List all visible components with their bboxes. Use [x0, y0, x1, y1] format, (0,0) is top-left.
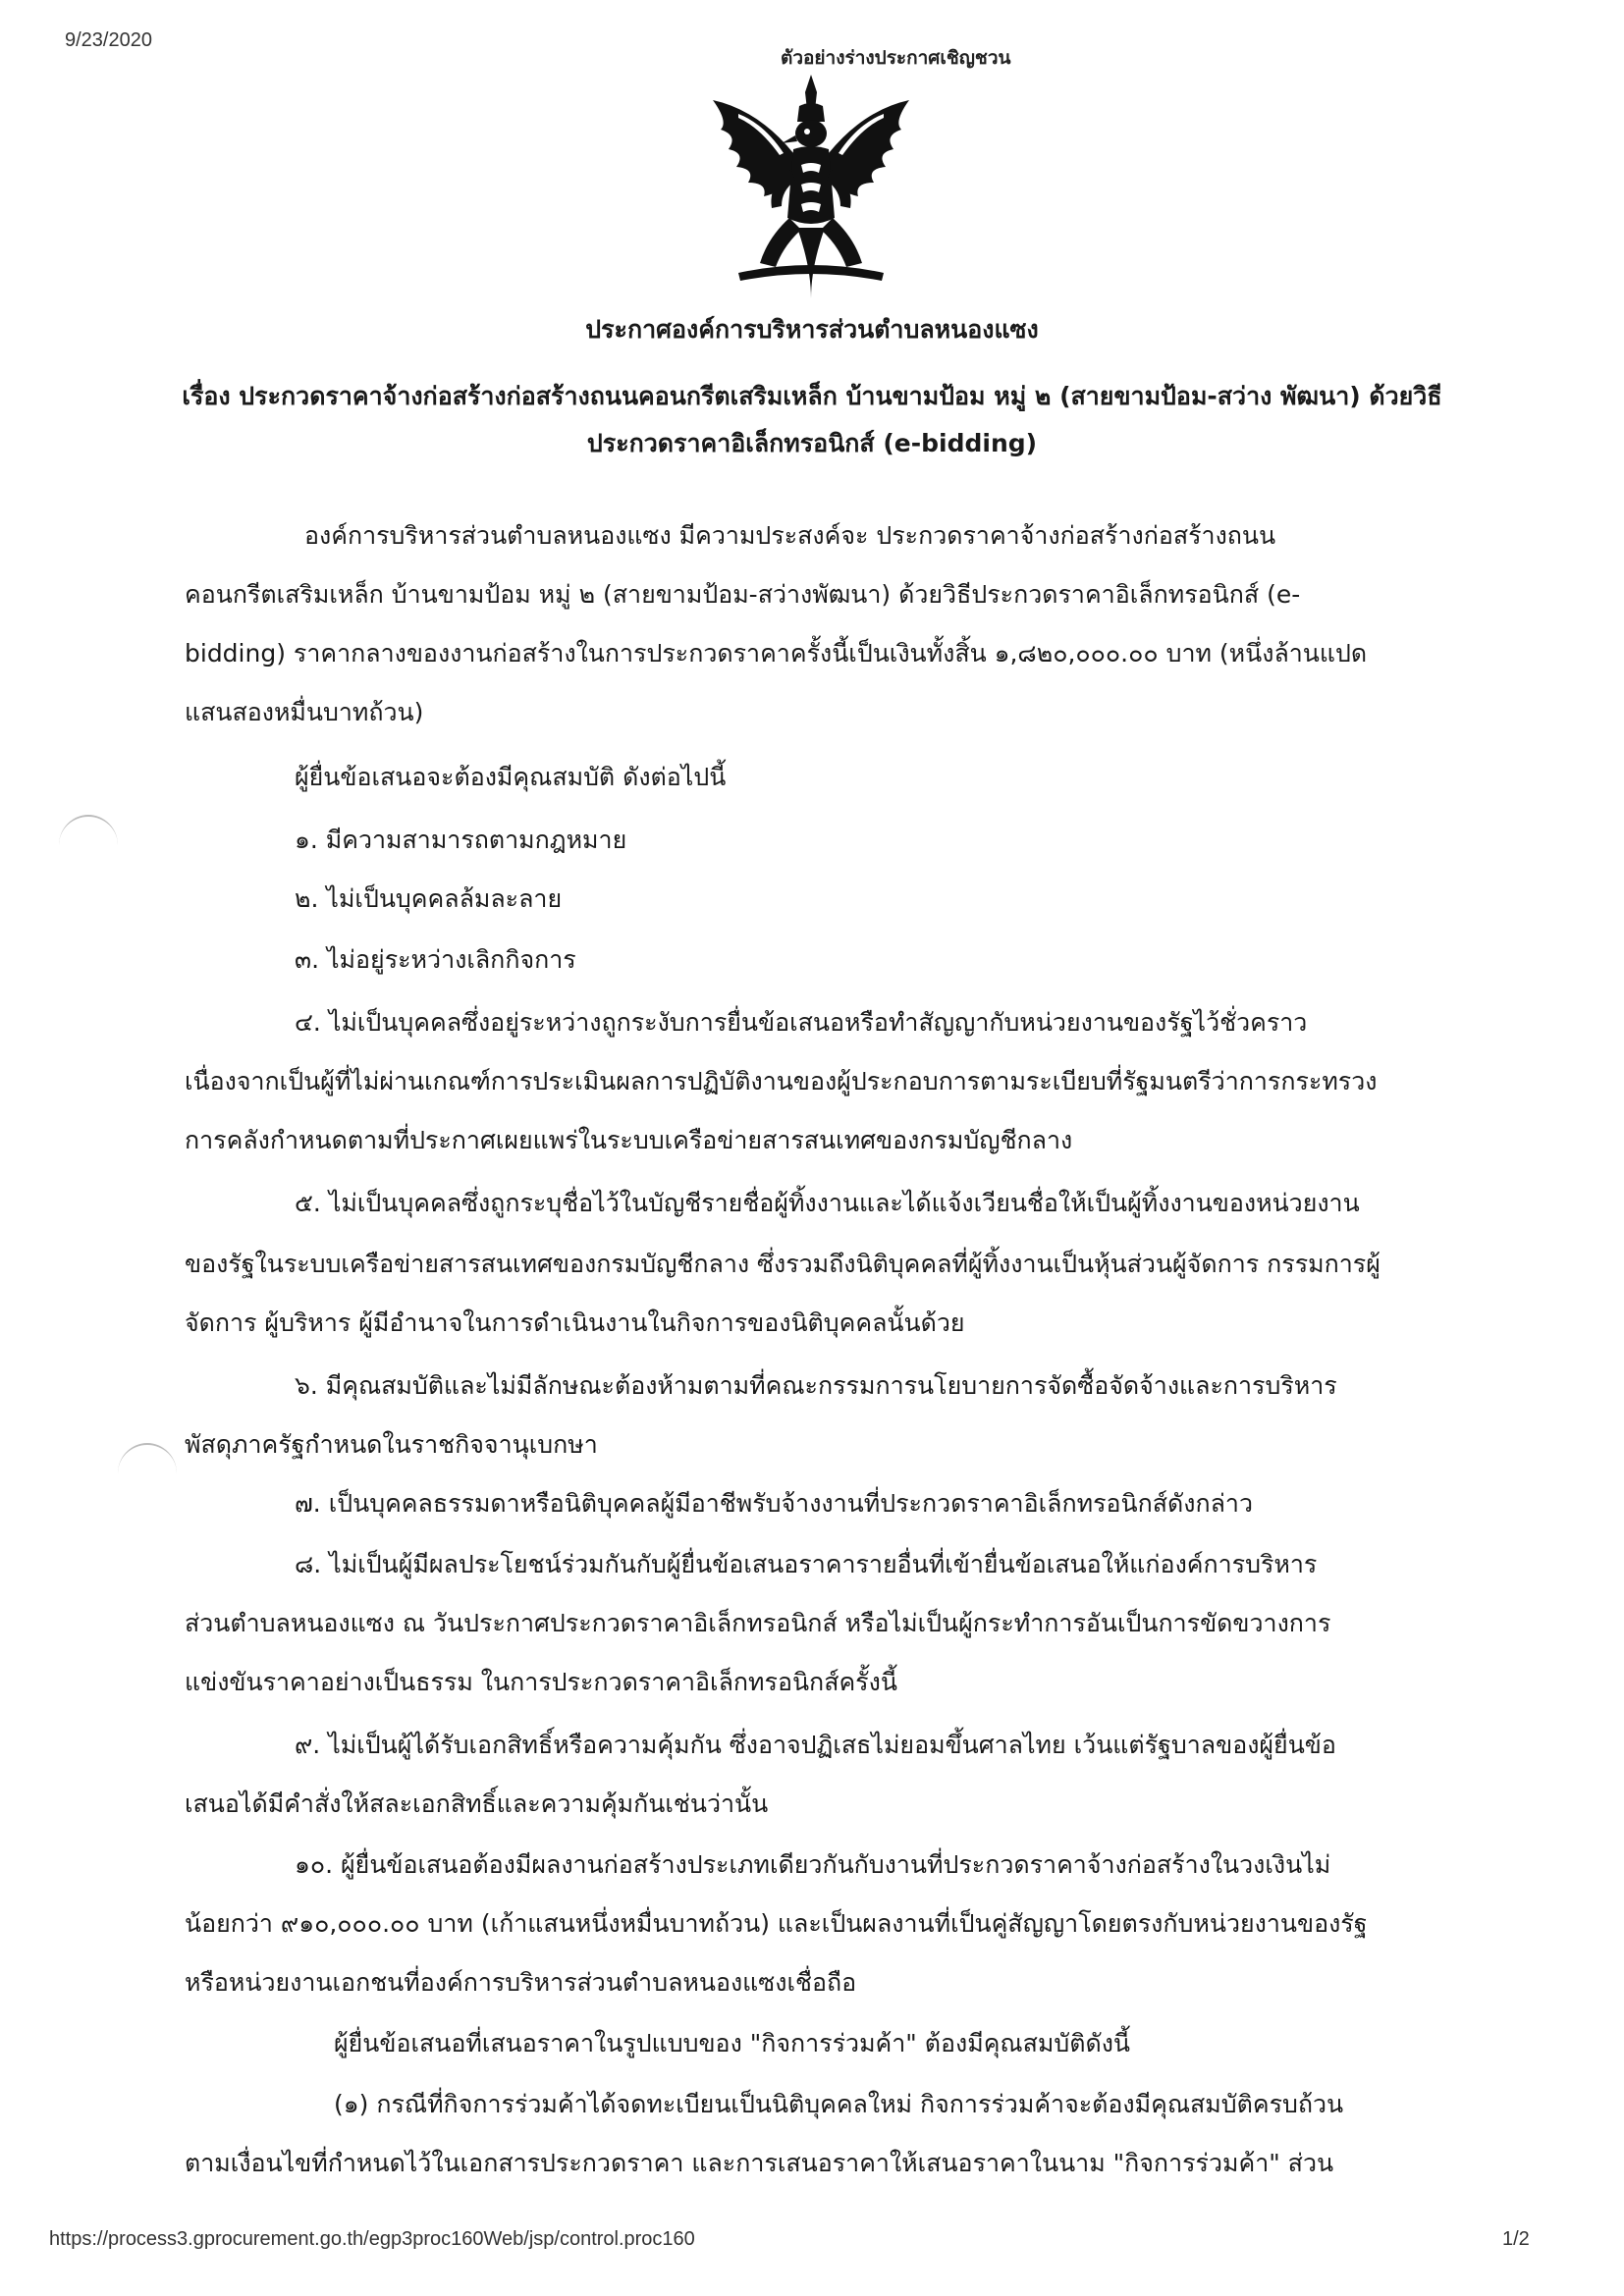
body-line: เนื่องจากเป็นผู้ที่ไม่ผ่านเกณฑ์การประเมินผลการปฏิบัติงานของผู้ประกอบการตามระเบียบที่รัฐมนตรีว่าการกระทรวง: [185, 1067, 1378, 1095]
body-line: พัสดุภาครัฐกำหนดในราชกิจจานุเบกษา: [185, 1430, 598, 1459]
body-line: แสนสองหมื่นบาทถ้วน): [185, 698, 424, 726]
body-line: ส่วนตำบลหนองแซง ณ วันประกาศประกวดราคาอิเล็กทรอนิกส์ หรือไม่เป็นผู้กระทำการอันเป็นการขัดขวางการ: [185, 1609, 1331, 1637]
body-line: เสนอได้มีคำสั่งให้สละเอกสิทธิ์และความคุ้มกันเช่นว่านั้น: [185, 1789, 769, 1818]
punch-hole-mark: [118, 1443, 177, 1504]
body-line: bidding) ราคากลางของงานก่อสร้างในการประกวดราคาครั้งนี้เป็นเงินทั้งสิ้น ๑,๘๒๐,๐๐๐.๐๐ บาท (หนึ่งล้านแปด: [185, 639, 1368, 667]
body-line: ๗. เป็นบุคคลธรรมดาหรือนิติบุคคลผู้มีอาชีพรับจ้างงานที่ประกวดราคาอิเล็กทรอนิกส์ดังกล่าว: [295, 1489, 1253, 1518]
footer-url: https://process3.gprocurement.go.th/egp3proc160Web/jsp/control.proc160: [49, 2228, 695, 2250]
body-line: การคลังกำหนดตามที่ประกาศเผยแพร่ในระบบเครือข่ายสารสนเทศของกรมบัญชีกลาง: [185, 1126, 1073, 1154]
body-line: น้อยกว่า ๙๑๐,๐๐๐.๐๐ บาท (เก้าแสนหนึ่งหมื่นบาทถ้วน) และเป็นผลงานที่เป็นคู่สัญญาโดยตรงกับหน่วยงานของรัฐ: [185, 1909, 1368, 1938]
body-line: แข่งขันราคาอย่างเป็นธรรม ในการประกวดราคาอิเล็กทรอนิกส์ครั้งนี้: [185, 1668, 897, 1696]
print-date: 9/23/2020: [65, 29, 152, 51]
body-line: ผู้ยื่นข้อเสนอจะต้องมีคุณสมบัติ ดังต่อไปนี้: [295, 763, 727, 791]
body-line: ผู้ยื่นข้อเสนอที่เสนอราคาในรูปแบบของ "กิจการร่วมค้า" ต้องมีคุณสมบัติดังนี้: [334, 2029, 1130, 2057]
body-line: จัดการ ผู้บริหาร ผู้มีอำนาจในการดำเนินงานในกิจการของนิติบุคคลนั้นด้วย: [185, 1308, 965, 1337]
body-line: คอนกรีตเสริมเหล็ก บ้านขามป้อม หมู่ ๒ (สายขามป้อม-สว่างพัฒนา) ด้วยวิธีประกวดราคาอิเล็กทรอนิกส์ (e-: [185, 580, 1301, 609]
body-line: (๑) กรณีที่กิจการร่วมค้าได้จดทะเบียนเป็นนิติบุคคลใหม่ กิจการร่วมค้าจะต้องมีคุณสมบัติครบถ้วน: [334, 2090, 1344, 2118]
body-line: ๒. ไม่เป็นบุคคลล้มละลาย: [295, 884, 563, 913]
body-line: ๕. ไม่เป็นบุคคลซึ่งถูกระบุชื่อไว้ในบัญชีรายชื่อผู้ทิ้งงานและได้แจ้งเวียนชื่อให้เป็นผู้ทิ้งงานของหน่วยงาน: [295, 1189, 1360, 1217]
body-line: ๔. ไม่เป็นบุคคลซึ่งอยู่ระหว่างถูกระงับการยื่นข้อเสนอหรือทำสัญญากับหน่วยงานของรัฐไว้ชั่วคราว: [295, 1008, 1308, 1037]
footer-page-number: 1/2: [1502, 2228, 1530, 2250]
body-line: ๘. ไม่เป็นผู้มีผลประโยชน์ร่วมกันกับผู้ยื่นข้อเสนอราคารายอื่นที่เข้ายื่นข้อเสนอให้แก่องค์การบริหาร: [295, 1550, 1318, 1578]
body-line: หรือหน่วยงานเอกชนที่องค์การบริหารส่วนตำบลหนองแซงเชื่อถือ: [185, 1968, 857, 1997]
body-line: ๑. มีความสามารถตามกฎหมาย: [295, 826, 627, 854]
punch-hole-mark: [59, 815, 118, 876]
body-line: ๖. มีคุณสมบัติและไม่มีลักษณะต้องห้ามตามที่คณะกรรมการนโยบายการจัดซื้อจัดจ้างและการบริหาร: [295, 1371, 1337, 1400]
document-subject-heading: เรื่อง ประกวดราคาจ้างก่อสร้างก่อสร้างถนนคอนกรีตเสริมเหล็ก บ้านขามป้อม หมู่ ๒ (สายขามป้อม-สว่าง พัฒนา) ด้วยวิธีประกวดราคาอิเล็กทรอนิกส์ (e-bidding): [182, 382, 1442, 457]
garuda-emblem-icon: [699, 71, 923, 302]
body-line: ของรัฐในระบบเครือข่ายสารสนเทศของกรมบัญชีกลาง ซึ่งรวมถึงนิติบุคคลที่ผู้ทิ้งงานเป็นหุ้นส่วนผู้จัดการ กรรมการผู้: [185, 1250, 1380, 1278]
body-line: ๑๐. ผู้ยื่นข้อเสนอต้องมีผลงานก่อสร้างประเภทเดียวกันกับงานที่ประกวดราคาจ้างก่อสร้างในวงเงินไม่: [295, 1850, 1331, 1879]
draft-note: ตัวอย่างร่างประกาศเชิญชวน: [781, 47, 1011, 69]
document-issuer-heading: ประกาศองค์การบริหารส่วนตำบลหนองแซง: [585, 315, 1039, 344]
body-line: ตามเงื่อนไขที่กำหนดไว้ในเอกสารประกวดราคา และการเสนอราคาให้เสนอราคาในนาม "กิจการร่วมค้า" ส่วน: [185, 2149, 1334, 2177]
body-line: ๓. ไม่อยู่ระหว่างเลิกกิจการ: [295, 945, 576, 974]
body-line: ๙. ไม่เป็นผู้ได้รับเอกสิทธิ์หรือความคุ้มกัน ซึ่งอาจปฏิเสธไม่ยอมขึ้นศาลไทย เว้นแต่รัฐบาลของผู้ยื่นข้อ: [295, 1731, 1336, 1759]
body-line: องค์การบริหารส่วนตำบลหนองแซง มีความประสงค์จะ ประกวดราคาจ้างก่อสร้างก่อสร้างถนน: [304, 521, 1276, 550]
